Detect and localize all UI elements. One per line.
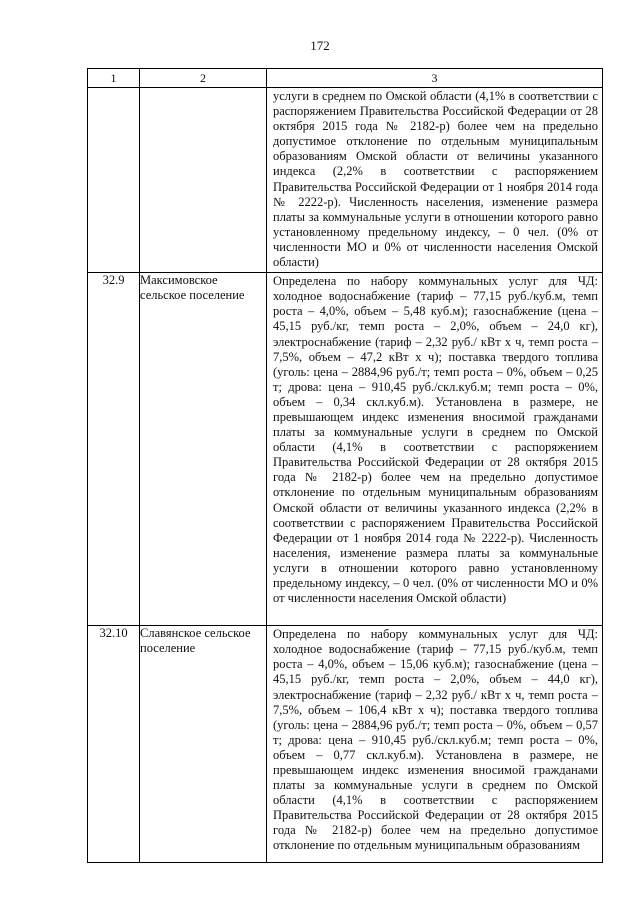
row-number <box>88 88 140 273</box>
description-cell <box>267 88 603 273</box>
description-text: Определена по набору коммунальных услуг для ЧД: холодное водоснабжение (тариф – 77,15 руб./куб.м, темп роста – 4,0%, объем – 15,06 куб.м); газоснабжение (цена – 45,15 руб./кг, темп роста – 2,0%, объем – 44,0 кг), электроснабжение (тариф – 2,32 руб./ кВт х ч, темп роста – 7,5%, объем – 106,4 кВт х ч); поставка твердого топлива (уголь: цена – 2884,96 руб./т; темп роста – 0%, объем – 0,57 т; дрова: цена – 910,45 руб./скл.куб.м; темп роста – 0%, объем – 0,77 скл.куб.м). Установлена в размере, не превышающем индекс изменения вносимой гражданами платы за коммунальные услуги в среднем по Омской области (4,1% в соответствии с распоряжением Правительства Российской Федерации от 28 октября 2015 года № 2182-р) более чем на предельно допустимое отклонение по отдельным муниципальным образованиям <box>273 627 598 853</box>
table-row <box>88 273 603 626</box>
description-text: Определена по набору коммунальных услуг для ЧД: холодное водоснабжение (тариф – 77,15 руб./куб.м, темп роста – 4,0%, объем – 5,48 куб.м); газоснабжение (цена – 45,15 руб./кг, темп роста – 2,0%, объем – 24,0 кг), электроснабжение (тариф – 2,32 руб./ кВт х ч, темп роста – 7,5%, объем – 47,2 кВт х ч); поставка твердого топлива (уголь: цена – 2884,96 руб./т; темп роста – 0%, объем – 0,25 т; дрова: цена – 910,45 руб./скл.куб.м; темп роста – 0%, объем – 0,34 скл.куб.м). Установлена в размере, не превышающем индекс изменения вносимой гражданами платы за коммунальные услуги в среднем по Омской области (4,1% в соответствии с распоряжением Правительства Российской Федерации от 28 октября 2015 года № 2182-р) более чем на предельно допустимое отклонение по отдельным муниципальным образованиям Омской области от величины указанного индекса (2,2% в соответствии с распоряжением Правительства Российской Федерации от 1 ноября 2014 года № 2222-р). Численность населения, изменение размера платы за коммунальные услуги в отношении которого равно установленному предельному индексу, – 0 чел. (0% от численности МО и 0% от численности населения Омской области) <box>273 274 598 606</box>
description-text: услуги в среднем по Омской области (4,1% в соответствии с распоряжением Правительства Российской Федерации от 28 октября 2015 года № 2182-р) более чем на предельно допустимое отклонение по отдельным муниципальным образованиям Омской области от величины указанного индекса (2,2% в соответствии с распоряжением Правительства Российской Федерации от 1 ноября 2014 года № 2222-р). Численность населения, изменение размера платы за коммунальные услуги в отношении которого равно установленному предельному индексу, – 0 чел. (0% от численности МО и 0% от численности населения Омской области) <box>273 89 598 270</box>
settlement-name: Максимовское сельское поселение <box>140 273 267 626</box>
page-number: 172 <box>310 38 330 53</box>
row-number: 32.9 <box>88 273 140 626</box>
settlement-name: Славянское сельское поселение <box>140 626 267 863</box>
settlement-name <box>140 88 267 273</box>
document-table <box>87 68 603 863</box>
column-header-2: 2 <box>140 69 267 88</box>
table-row <box>88 626 603 863</box>
description-cell <box>267 273 603 626</box>
table-row <box>88 88 603 273</box>
table-header-row <box>88 69 603 88</box>
description-cell <box>267 626 603 863</box>
column-header-1: 1 <box>88 69 140 88</box>
row-number: 32.10 <box>88 626 140 863</box>
column-header-3: 3 <box>267 69 603 88</box>
